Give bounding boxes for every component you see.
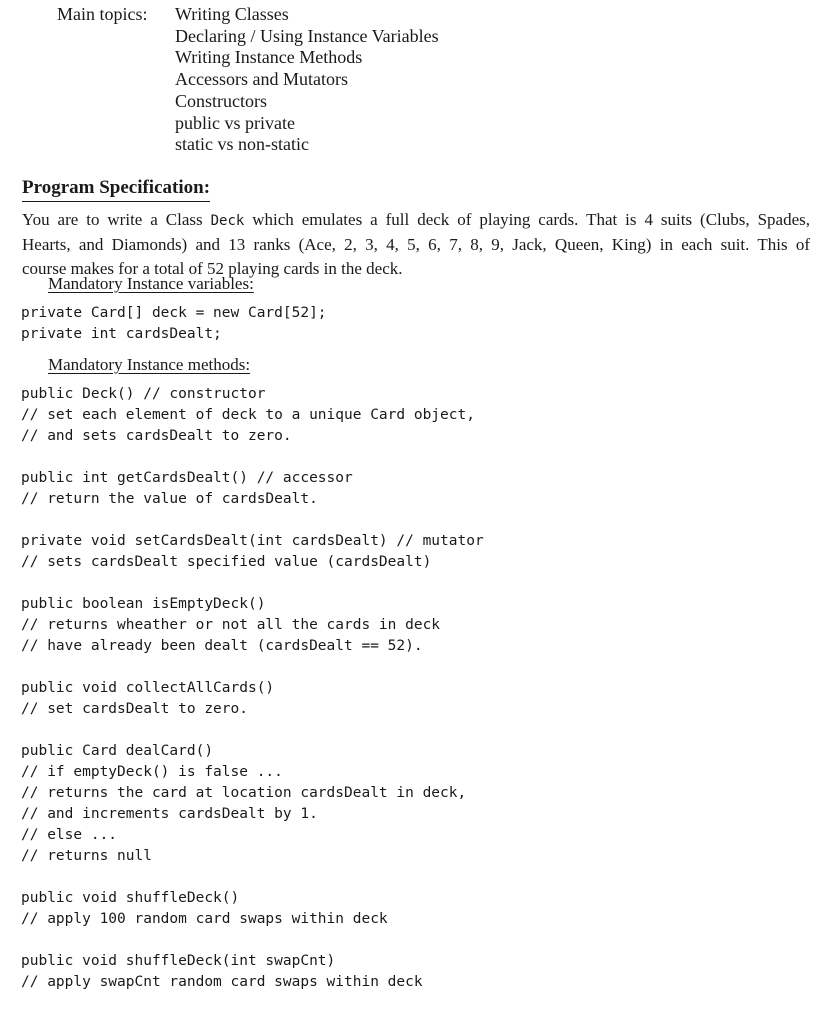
instance-variables-code [21,303,327,345]
instance-variables-heading [48,273,254,295]
spec-text: which emulates a full deck of playing cards. That is 4 suits (Clubs, Spades, [252,210,810,229]
code-line: // returns null [21,848,152,864]
code-line: // and sets cardsDealt to zero. [21,428,292,444]
main-topics-list [175,4,439,156]
code-line: // returns the card at location cardsDealt in deck, [21,785,467,801]
code-line: public void collectAllCards() [21,680,275,696]
code-line: // set cardsDealt to zero. [21,701,248,717]
specification-paragraph [22,208,810,281]
code-line: // return the value of cardsDealt. [21,491,318,507]
code-line: private Card[] deck = new Card[52]; [21,305,327,321]
spec-line-3: course makes for a total of 52 playing cards in the deck. [22,259,403,278]
code-line: // set each element of deck to a unique Card object, [21,407,475,423]
code-line: // apply swapCnt random card swaps within deck [21,974,423,990]
instance-variables-heading-text: Mandatory Instance variables: [48,274,254,293]
class-name-code: Deck [210,213,245,229]
code-line: // have already been dealt (cardsDealt == 52). [21,638,423,654]
instance-methods-heading [48,354,250,376]
code-line: private void setCardsDealt(int cardsDealt) // mutator [21,533,484,549]
code-line: public Card dealCard() [21,743,214,759]
code-line: // and increments cardsDealt by 1. [21,806,318,822]
instance-methods-heading-text: Mandatory Instance methods: [48,355,251,374]
spec-line-1 [22,208,810,233]
topic-item: Writing Classes [175,4,289,24]
code-line: public boolean isEmptyDeck() [21,596,266,612]
instance-methods-code [21,384,484,993]
code-line: public void shuffleDeck() [21,890,240,906]
topic-item: Writing Instance Methods [175,47,363,68]
topic-item: public vs private [175,112,295,133]
spec-line-2: Hearts, and Diamonds) and 13 ranks (Ace, 2, 3, 4, 5, 6, 7, 8, 9, Jack, Queen, King) in each suit. This of [22,235,810,254]
code-line: // returns wheather or not all the cards in deck [21,617,441,633]
code-line: // sets cardsDealt specified value (cardsDealt) [21,554,432,570]
topic-item: Declaring / Using Instance Variables [175,25,439,46]
program-specification-heading: Program Specification: [22,175,210,202]
code-line: // if emptyDeck() is false ... [21,764,283,780]
topic-item: Accessors and Mutators [175,69,348,90]
topic-item: Constructors [175,90,267,111]
code-line: public int getCardsDealt() // accessor [21,470,353,486]
topic-item: static vs non-static [175,134,309,155]
code-line: // else ... [21,827,118,843]
code-line: // apply 100 random card swaps within deck [21,911,388,927]
spec-text: You are to write a Class [22,210,203,229]
main-topics-label: Main topics: [57,4,148,24]
code-line: public void shuffleDeck(int swapCnt) [21,953,336,969]
code-line: public Deck() // constructor [21,386,266,402]
code-line: private int cardsDealt; [21,326,222,342]
